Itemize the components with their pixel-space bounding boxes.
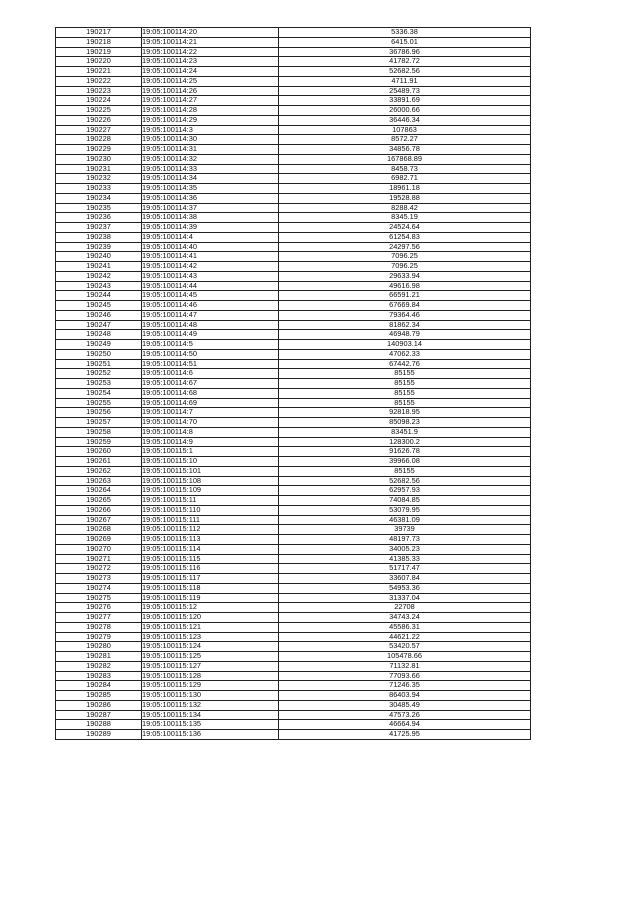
table-row [56, 632, 531, 642]
row-id-cell: 190244 [56, 291, 142, 301]
cadastral-code-cell: 19:05:100115:108 [142, 476, 279, 486]
cadastral-code-cell: 19:05:100115:114 [142, 544, 279, 554]
amount-cell: 7096.25 [279, 262, 531, 272]
amount-cell: 85155 [279, 369, 531, 379]
amount-cell: 91626.78 [279, 447, 531, 457]
table-row [56, 486, 531, 496]
table-row [56, 447, 531, 457]
cadastral-code-cell: 19:05:100114:4 [142, 232, 279, 242]
row-id-cell: 190241 [56, 262, 142, 272]
row-id-cell: 190260 [56, 447, 142, 457]
amount-cell: 22708 [279, 603, 531, 613]
row-id-cell: 190239 [56, 242, 142, 252]
table-row [56, 349, 531, 359]
table-row [56, 700, 531, 710]
row-id-cell: 190288 [56, 720, 142, 730]
amount-cell: 36446.34 [279, 115, 531, 125]
amount-cell: 34005.23 [279, 544, 531, 554]
row-id-cell: 190271 [56, 554, 142, 564]
row-id-cell: 190221 [56, 67, 142, 77]
cadastral-code-cell: 19:05:100114:45 [142, 291, 279, 301]
row-id-cell: 190275 [56, 593, 142, 603]
row-id-cell: 190228 [56, 135, 142, 145]
row-id-cell: 190233 [56, 184, 142, 194]
amount-cell: 85155 [279, 398, 531, 408]
row-id-cell: 190284 [56, 681, 142, 691]
cadastral-code-cell: 19:05:100114:40 [142, 242, 279, 252]
cadastral-code-cell: 19:05:100114:25 [142, 76, 279, 86]
table-row [56, 457, 531, 467]
amount-cell: 19528.88 [279, 193, 531, 203]
cadastral-code-cell: 19:05:100114:39 [142, 223, 279, 233]
row-id-cell: 190224 [56, 96, 142, 106]
table-row [56, 476, 531, 486]
row-id-cell: 190277 [56, 613, 142, 623]
amount-cell: 36786.96 [279, 47, 531, 57]
cadastral-code-cell: 19:05:100114:38 [142, 213, 279, 223]
row-id-cell: 190238 [56, 232, 142, 242]
row-id-cell: 190226 [56, 115, 142, 125]
table-row [56, 271, 531, 281]
table-body [56, 28, 531, 740]
amount-cell: 34856.78 [279, 145, 531, 155]
cadastral-code-cell: 19:05:100114:44 [142, 281, 279, 291]
row-id-cell: 190237 [56, 223, 142, 233]
cadastral-code-cell: 19:05:100115:125 [142, 652, 279, 662]
cadastral-code-cell: 19:05:100114:30 [142, 135, 279, 145]
row-id-cell: 190280 [56, 642, 142, 652]
row-id-cell: 190283 [56, 671, 142, 681]
table-row [56, 652, 531, 662]
row-id-cell: 190265 [56, 496, 142, 506]
cadastral-code-cell: 19:05:100115:118 [142, 583, 279, 593]
row-id-cell: 190227 [56, 125, 142, 135]
cadastral-code-cell: 19:05:100114:49 [142, 330, 279, 340]
row-id-cell: 190253 [56, 379, 142, 389]
amount-cell: 4711.91 [279, 76, 531, 86]
row-id-cell: 190243 [56, 281, 142, 291]
cadastral-code-cell: 19:05:100114:69 [142, 398, 279, 408]
amount-cell: 31337.04 [279, 593, 531, 603]
cadastral-code-cell: 19:05:100115:128 [142, 671, 279, 681]
amount-cell: 140903.14 [279, 340, 531, 350]
row-id-cell: 190261 [56, 457, 142, 467]
table-row [56, 330, 531, 340]
cadastral-code-cell: 19:05:100114:46 [142, 301, 279, 311]
cadastral-code-cell: 19:05:100115:132 [142, 700, 279, 710]
row-id-cell: 190250 [56, 349, 142, 359]
row-id-cell: 190258 [56, 427, 142, 437]
amount-cell: 33891.69 [279, 96, 531, 106]
cadastral-code-cell: 19:05:100114:9 [142, 437, 279, 447]
row-id-cell: 190279 [56, 632, 142, 642]
row-id-cell: 190278 [56, 622, 142, 632]
row-id-cell: 190269 [56, 535, 142, 545]
table-row [56, 67, 531, 77]
cadastral-code-cell: 19:05:100115:136 [142, 730, 279, 740]
amount-cell: 52682.56 [279, 476, 531, 486]
table-row [56, 106, 531, 116]
table-row [56, 535, 531, 545]
table-row [56, 86, 531, 96]
cadastral-code-cell: 19:05:100115:113 [142, 535, 279, 545]
cadastral-code-cell: 19:05:100114:41 [142, 252, 279, 262]
amount-cell: 52682.56 [279, 67, 531, 77]
cadastral-code-cell: 19:05:100114:51 [142, 359, 279, 369]
cadastral-code-cell: 19:05:100115:11 [142, 496, 279, 506]
amount-cell: 24524.64 [279, 223, 531, 233]
row-id-cell: 190242 [56, 271, 142, 281]
cadastral-code-cell: 19:05:100114:35 [142, 184, 279, 194]
table-row [56, 76, 531, 86]
cadastral-code-cell: 19:05:100115:12 [142, 603, 279, 613]
cadastral-code-cell: 19:05:100115:135 [142, 720, 279, 730]
row-id-cell: 190230 [56, 154, 142, 164]
table-row [56, 661, 531, 671]
table-row [56, 427, 531, 437]
row-id-cell: 190287 [56, 710, 142, 720]
table-row [56, 310, 531, 320]
table-row [56, 593, 531, 603]
amount-cell: 41385.33 [279, 554, 531, 564]
row-id-cell: 190272 [56, 564, 142, 574]
amount-cell: 83451.9 [279, 427, 531, 437]
amount-cell: 105478.66 [279, 652, 531, 662]
amount-cell: 62957.93 [279, 486, 531, 496]
amount-cell: 86403.94 [279, 691, 531, 701]
amount-cell: 41782.72 [279, 57, 531, 67]
table-row [56, 223, 531, 233]
table-row [56, 340, 531, 350]
row-id-cell: 190223 [56, 86, 142, 96]
cadastral-code-cell: 19:05:100115:101 [142, 466, 279, 476]
row-id-cell: 190259 [56, 437, 142, 447]
table-row [56, 583, 531, 593]
cadastral-code-cell: 19:05:100114:8 [142, 427, 279, 437]
cadastral-code-cell: 19:05:100114:22 [142, 47, 279, 57]
table-row [56, 301, 531, 311]
row-id-cell: 190232 [56, 174, 142, 184]
row-id-cell: 190285 [56, 691, 142, 701]
amount-cell: 77093.66 [279, 671, 531, 681]
amount-cell: 39966.08 [279, 457, 531, 467]
row-id-cell: 190273 [56, 574, 142, 584]
table-row [56, 466, 531, 476]
cadastral-code-cell: 19:05:100114:3 [142, 125, 279, 135]
table-row [56, 505, 531, 515]
row-id-cell: 190229 [56, 145, 142, 155]
row-id-cell: 190289 [56, 730, 142, 740]
table-row [56, 281, 531, 291]
table-row [56, 262, 531, 272]
cadastral-code-cell: 19:05:100114:48 [142, 320, 279, 330]
table-row [56, 379, 531, 389]
amount-cell: 66591.21 [279, 291, 531, 301]
table-row [56, 154, 531, 164]
cadastral-code-cell: 19:05:100115:110 [142, 505, 279, 515]
table-row [56, 408, 531, 418]
amount-cell: 46381.09 [279, 515, 531, 525]
amount-cell: 25489.73 [279, 86, 531, 96]
row-id-cell: 190247 [56, 320, 142, 330]
table-row [56, 691, 531, 701]
table-row [56, 213, 531, 223]
amount-cell: 47062.33 [279, 349, 531, 359]
table-row [56, 203, 531, 213]
amount-cell: 74084.85 [279, 496, 531, 506]
amount-cell: 47573.26 [279, 710, 531, 720]
amount-cell: 6982.71 [279, 174, 531, 184]
table-row [56, 437, 531, 447]
row-id-cell: 190276 [56, 603, 142, 613]
amount-cell: 30485.49 [279, 700, 531, 710]
row-id-cell: 190274 [56, 583, 142, 593]
row-id-cell: 190251 [56, 359, 142, 369]
row-id-cell: 190256 [56, 408, 142, 418]
cadastral-code-cell: 19:05:100115:123 [142, 632, 279, 642]
row-id-cell: 190262 [56, 466, 142, 476]
row-id-cell: 190245 [56, 301, 142, 311]
amount-cell: 107863 [279, 125, 531, 135]
table-row [56, 135, 531, 145]
amount-cell: 7096.25 [279, 252, 531, 262]
table-row [56, 47, 531, 57]
table-row [56, 496, 531, 506]
amount-cell: 41725.95 [279, 730, 531, 740]
cadastral-code-cell: 19:05:100114:37 [142, 203, 279, 213]
row-id-cell: 190240 [56, 252, 142, 262]
cadastral-code-cell: 19:05:100114:29 [142, 115, 279, 125]
row-id-cell: 190246 [56, 310, 142, 320]
row-id-cell: 190282 [56, 661, 142, 671]
table-row [56, 388, 531, 398]
table-row [56, 671, 531, 681]
amount-cell: 8458.73 [279, 164, 531, 174]
row-id-cell: 190270 [56, 544, 142, 554]
table-row [56, 369, 531, 379]
row-id-cell: 190218 [56, 37, 142, 47]
table-row [56, 681, 531, 691]
table-row [56, 613, 531, 623]
amount-cell: 167868.89 [279, 154, 531, 164]
cadastral-code-cell: 19:05:100115:119 [142, 593, 279, 603]
amount-cell: 8288.42 [279, 203, 531, 213]
row-id-cell: 190257 [56, 418, 142, 428]
row-id-cell: 190235 [56, 203, 142, 213]
row-id-cell: 190217 [56, 28, 142, 38]
row-id-cell: 190234 [56, 193, 142, 203]
cadastral-code-cell: 19:05:100114:21 [142, 37, 279, 47]
table-row [56, 574, 531, 584]
amount-cell: 29633.94 [279, 271, 531, 281]
cadastral-code-cell: 19:05:100114:7 [142, 408, 279, 418]
amount-cell: 71246.35 [279, 681, 531, 691]
amount-cell: 92818.95 [279, 408, 531, 418]
amount-cell: 45586.31 [279, 622, 531, 632]
row-id-cell: 190254 [56, 388, 142, 398]
cadastral-code-cell: 19:05:100115:124 [142, 642, 279, 652]
table-row [56, 125, 531, 135]
table-row [56, 96, 531, 106]
table-row [56, 564, 531, 574]
table-row [56, 174, 531, 184]
cadastral-code-cell: 19:05:100114:34 [142, 174, 279, 184]
cadastral-code-cell: 19:05:100115:120 [142, 613, 279, 623]
cadastral-code-cell: 19:05:100115:121 [142, 622, 279, 632]
cadastral-code-cell: 19:05:100114:68 [142, 388, 279, 398]
table-row [56, 145, 531, 155]
cadastral-code-cell: 19:05:100115:1 [142, 447, 279, 457]
table-row [56, 359, 531, 369]
amount-cell: 34743.24 [279, 613, 531, 623]
amount-cell: 53420.57 [279, 642, 531, 652]
amount-cell: 79364.46 [279, 310, 531, 320]
amount-cell: 39739 [279, 525, 531, 535]
amount-cell: 67669.84 [279, 301, 531, 311]
amount-cell: 44621.22 [279, 632, 531, 642]
amount-cell: 128300.2 [279, 437, 531, 447]
row-id-cell: 190219 [56, 47, 142, 57]
amount-cell: 49616.98 [279, 281, 531, 291]
row-id-cell: 190231 [56, 164, 142, 174]
row-id-cell: 190266 [56, 505, 142, 515]
table-row [56, 242, 531, 252]
row-id-cell: 190220 [56, 57, 142, 67]
table-row [56, 622, 531, 632]
amount-cell: 85155 [279, 388, 531, 398]
row-id-cell: 190248 [56, 330, 142, 340]
cadastral-code-cell: 19:05:100114:23 [142, 57, 279, 67]
cadastral-code-cell: 19:05:100114:24 [142, 67, 279, 77]
table-row [56, 193, 531, 203]
cadastral-code-cell: 19:05:100114:33 [142, 164, 279, 174]
cadastral-code-cell: 19:05:100114:27 [142, 96, 279, 106]
table-row [56, 525, 531, 535]
cadastral-code-cell: 19:05:100114:50 [142, 349, 279, 359]
amount-cell: 6415.01 [279, 37, 531, 47]
cadastral-code-cell: 19:05:100115:109 [142, 486, 279, 496]
table-row [56, 252, 531, 262]
row-id-cell: 190255 [56, 398, 142, 408]
table-row [56, 554, 531, 564]
amount-cell: 51717.47 [279, 564, 531, 574]
table-row [56, 28, 531, 38]
table-row [56, 603, 531, 613]
amount-cell: 81862.34 [279, 320, 531, 330]
cadastral-code-cell: 19:05:100114:31 [142, 145, 279, 155]
cadastral-code-cell: 19:05:100115:117 [142, 574, 279, 584]
amount-cell: 46664.94 [279, 720, 531, 730]
cadastral-code-cell: 19:05:100114:67 [142, 379, 279, 389]
cadastral-code-cell: 19:05:100114:28 [142, 106, 279, 116]
table-row [56, 57, 531, 67]
amount-cell: 54953.36 [279, 583, 531, 593]
cadastral-code-cell: 19:05:100115:115 [142, 554, 279, 564]
table-row [56, 184, 531, 194]
amount-cell: 46948.79 [279, 330, 531, 340]
table-row [56, 730, 531, 740]
cadastral-code-cell: 19:05:100114:26 [142, 86, 279, 96]
amount-cell: 61254.83 [279, 232, 531, 242]
cadastral-code-cell: 19:05:100115:130 [142, 691, 279, 701]
cadastral-code-cell: 19:05:100114:36 [142, 193, 279, 203]
row-id-cell: 190263 [56, 476, 142, 486]
row-id-cell: 190236 [56, 213, 142, 223]
table-row [56, 544, 531, 554]
row-id-cell: 190267 [56, 515, 142, 525]
amount-cell: 71132.81 [279, 661, 531, 671]
cadastral-code-cell: 19:05:100115:112 [142, 525, 279, 535]
row-id-cell: 190252 [56, 369, 142, 379]
amount-cell: 26000.66 [279, 106, 531, 116]
table-row [56, 515, 531, 525]
amount-cell: 5336.38 [279, 28, 531, 38]
amount-cell: 8572.27 [279, 135, 531, 145]
amount-cell: 18961.18 [279, 184, 531, 194]
amount-cell: 8345.19 [279, 213, 531, 223]
cadastral-code-cell: 19:05:100114:20 [142, 28, 279, 38]
cadastral-code-cell: 19:05:100114:43 [142, 271, 279, 281]
amount-cell: 33607.84 [279, 574, 531, 584]
table-row [56, 291, 531, 301]
data-table [55, 27, 531, 740]
table-row [56, 320, 531, 330]
cadastral-code-cell: 19:05:100114:5 [142, 340, 279, 350]
cadastral-code-cell: 19:05:100115:129 [142, 681, 279, 691]
table-row [56, 720, 531, 730]
cadastral-code-cell: 19:05:100114:6 [142, 369, 279, 379]
row-id-cell: 190225 [56, 106, 142, 116]
row-id-cell: 190286 [56, 700, 142, 710]
table-row [56, 164, 531, 174]
cadastral-code-cell: 19:05:100115:127 [142, 661, 279, 671]
cadastral-code-cell: 19:05:100114:42 [142, 262, 279, 272]
table-row [56, 232, 531, 242]
amount-cell: 53079.95 [279, 505, 531, 515]
table-row [56, 398, 531, 408]
row-id-cell: 190281 [56, 652, 142, 662]
amount-cell: 24297.56 [279, 242, 531, 252]
cadastral-code-cell: 19:05:100114:70 [142, 418, 279, 428]
cadastral-code-cell: 19:05:100115:134 [142, 710, 279, 720]
cadastral-code-cell: 19:05:100115:116 [142, 564, 279, 574]
cadastral-code-cell: 19:05:100114:47 [142, 310, 279, 320]
cadastral-code-cell: 19:05:100115:111 [142, 515, 279, 525]
cadastral-code-cell: 19:05:100115:10 [142, 457, 279, 467]
row-id-cell: 190268 [56, 525, 142, 535]
cadastral-code-cell: 19:05:100114:32 [142, 154, 279, 164]
amount-cell: 85155 [279, 379, 531, 389]
amount-cell: 85098.23 [279, 418, 531, 428]
table-row [56, 418, 531, 428]
row-id-cell: 190264 [56, 486, 142, 496]
amount-cell: 67442.76 [279, 359, 531, 369]
table-row [56, 37, 531, 47]
table-row [56, 710, 531, 720]
row-id-cell: 190249 [56, 340, 142, 350]
row-id-cell: 190222 [56, 76, 142, 86]
table-row [56, 642, 531, 652]
amount-cell: 85155 [279, 466, 531, 476]
table-row [56, 115, 531, 125]
amount-cell: 48197.73 [279, 535, 531, 545]
